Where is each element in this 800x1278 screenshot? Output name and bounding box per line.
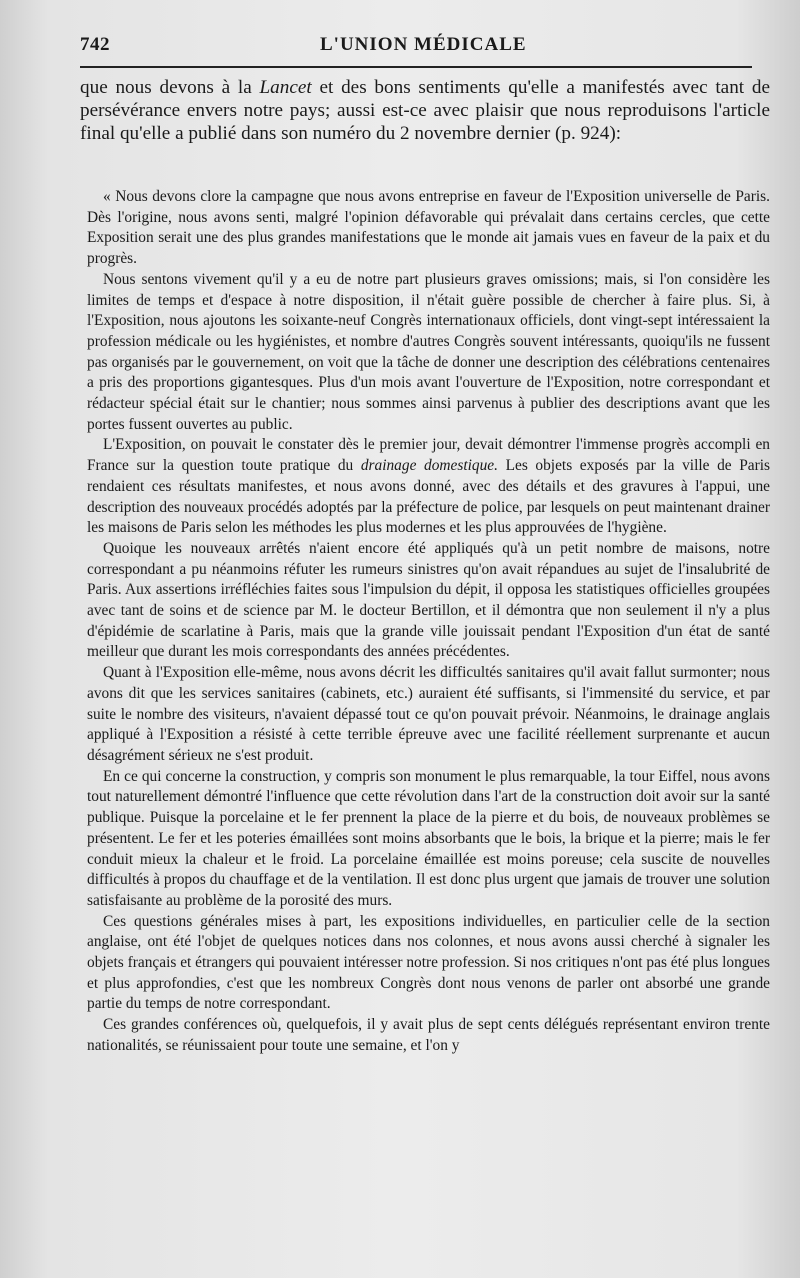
intro-text: que nous devons à la Lancet et des bons sentiments qu'elle a manifestés avec tant de persévérance envers notre pays; aussi est-ce avec plaisir que nous reproduisons l'article final qu'elle a publié dans son numéro du 2 novembre dernier (p. 924): [80,77,770,144]
page-number: 742 [80,34,110,55]
paragraph: L'Exposition, on pouvait le constater dès le premier jour, devait démontrer l'immense progrès accompli en France sur la question toute pratique du drainage domestique. Les objets exposés par la ville de Paris rendaient ces résultats manifestes, et nous avons donné, avec des détails et des gravures à l'appui, une description des nouveaux procédés adoptés par la préfecture de police, par lesquels on peut maintenant drainer les maisons de Paris selon les méthodes les plus modernes et les plus approuvées de l'hygiène. [87,436,770,537]
paragraph: Quoique les nouveaux arrêtés n'aient encore été appliqués qu'à un petit nombre de maisons, notre correspondant a pu néanmoins réfuter les rumeurs sinistres qu'on avait répandues au sujet de l'insalubrité de Paris. Aux assertions irréfléchies faites sous l'impulsion du dépit, il opposa les statistiques officielles groupées avec tant de soins et de science par M. le docteur Bertillon, et il démontra que non seulement il n'y a plus d'épidémie de scarlatine à Paris, mais que la grande ville jouissait pendant l'Exposition d'un état de santé meilleur que durant les mois correspondants des années précédentes. [87,539,770,661]
paragraph: En ce qui concerne la construction, y compris son monument le plus remarquable, la tour Eiffel, nous avons tout naturellement démontré l'influence que cette révolution dans l'art de la construction doit avoir sur la santé publique. Puisque la porcelaine et le fer prennent la place de la pierre et du bois, de nouveaux problèmes se présentent. Le fer et les poteries émaillées sont moins absorbants que le bois, la brique et la pierre; mais le fer conduit mieux la chaleur et le froid. La porcelaine émaillée est moins poreuse; cela suscite de nouvelles difficultés à propos du chauffage et de la ventilation. Il est donc plus urgent que jamais de trouver une solution satisfaisante au problème de la porosité des murs. [87,767,770,909]
page-header [80,30,750,60]
paragraph: Nous sentons vivement qu'il y a eu de notre part plusieurs graves omissions; mais, si l'on considère les limites de temps et d'espace à notre disposition, il n'était guère possible de chercher à faire plus. Si, à l'Exposition, nous ajoutons les soixante-neuf Congrès internationaux officiels, dont vingt-sept intéressaient la profession médicale ou les hygiénistes, et nombre d'autres Congrès souvent intéressants, quoiqu'ils ne fussent pas organisés par le gouvernement, on voit que la tâche de donner une description des célébrations centenaires a pris des proportions gigantesques. Plus d'un mois avant l'ouverture de l'Exposition, notre correspondant et rédacteur spécial était sur le chantier; nous sommes ainsi parvenus à publier des descriptions avant que les portes fussent ouvertes au public. [87,270,770,433]
paragraph: Ces questions générales mises à part, les expositions individuelles, en particulier celle de la section anglaise, ont été l'objet de quelques notices dans nos colonnes, et nous avons aussi cherché à signaler les objets français et étrangers qui pouvaient intéresser notre profession. Si nos critiques n'ont pas été plus longues et plus approfondies, c'est que les nombreux Congrès dont nous venons de parler ont absorbé une grande partie du temps de notre correspondant. [87,912,770,1013]
paragraph: Quant à l'Exposition elle-même, nous avons décrit les difficultés sanitaires qu'il avait fallut surmonter; nous avons dit que les services sanitaires (cabinets, etc.) auraient été suffisants, si l'immensité du service, et par suite le nombre des visiteurs, n'avaient dépassé tout ce qu'on pouvait prévoir. Néanmoins, le drainage anglais appliqué à l'Exposition a résisté à cette terrible épreuve avec une facilité réellement surprenante et aucun désagrément sérieux ne s'est produit. [87,664,770,764]
paragraph: Ces grandes conférences où, quelquefois, il y avait plus de sept cents délégués représentant environ trente nationalités, se réunissaient pour toute une semaine, et l'on y [87,1016,770,1054]
quoted-article [87,187,770,1057]
running-title: L'UNION MÉDICALE [320,34,527,55]
header-rule [80,66,752,68]
journal-name: Lancet [259,77,312,98]
intro-paragraph [80,76,770,145]
emphasis: drainage domestique. [360,457,498,475]
paragraph: « Nous devons clore la campagne que nous avons entreprise en faveur de l'Exposition universelle de Paris. Dès l'origine, nous avons senti, malgré l'opinion défavorable qui prévalait dans certains cercles, que cette Exposition serait une des plus grandes manifestations que le monde ait jamais vues en faveur de la paix et du progrès. [87,188,770,268]
